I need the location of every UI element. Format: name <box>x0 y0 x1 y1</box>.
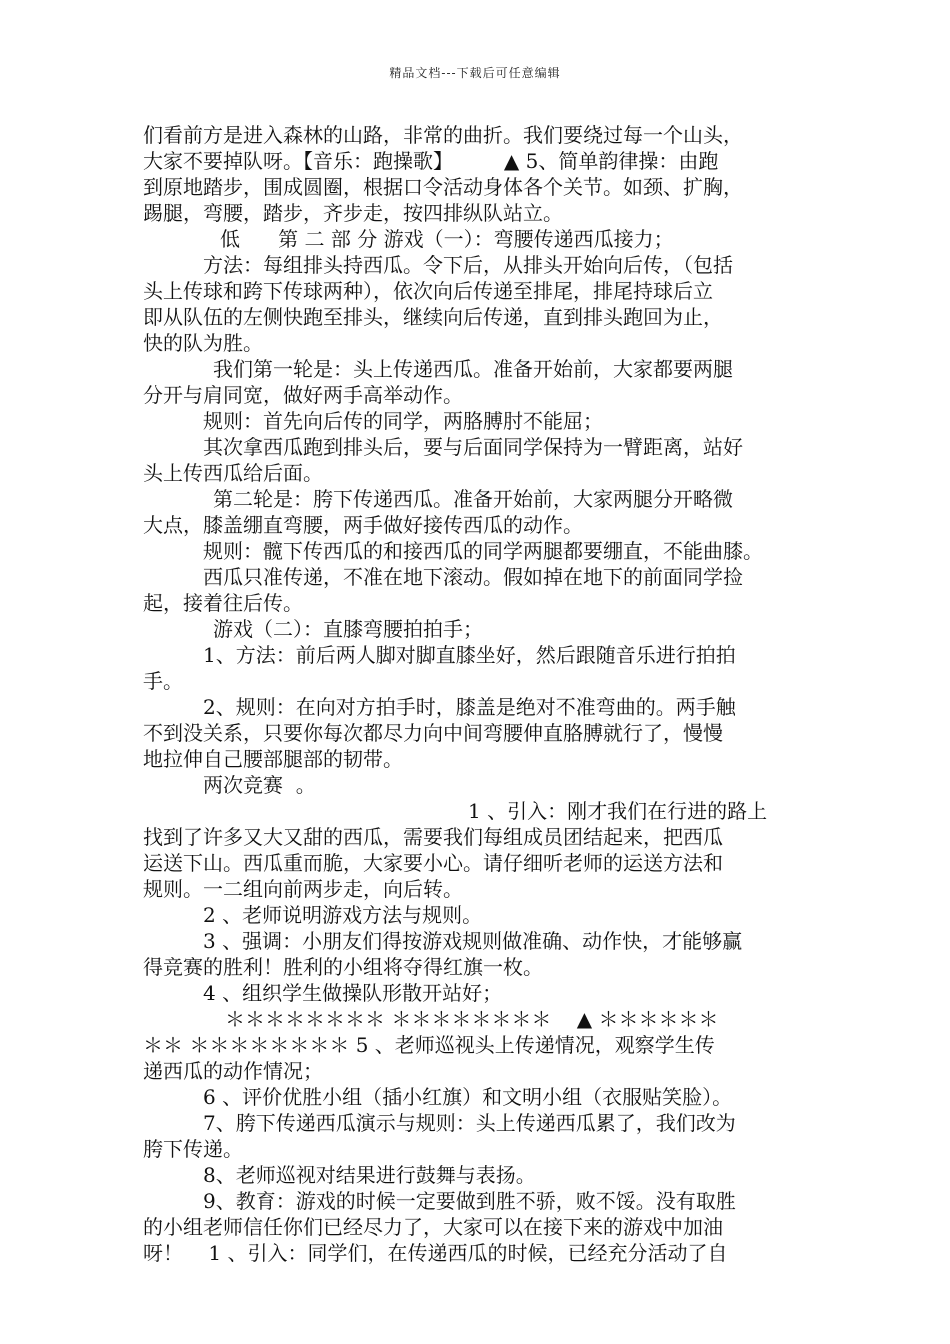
text-line: 呀！ 1 、引入：同学们，在传递西瓜的时候，已经充分活动了自 <box>143 1241 728 1265</box>
text-line: 其次拿西瓜跑到排头后，要与后面同学保持为一臂距离，站好 <box>203 435 743 459</box>
text-line: 1 、引入：刚才我们在行进的路上 <box>468 799 768 823</box>
text-line: 地拉伸自己腰部腿部的韧带。 <box>143 747 403 771</box>
text-line: 规则。一二组向前两步走，向后转。 <box>143 877 463 901</box>
text-line: 不到没关系，只要你每次都尽力向中间弯腰伸直胳膊就行了，慢慢 <box>143 721 723 745</box>
text-line: 1、方法：前后两人脚对脚直膝坐好，然后跟随音乐进行拍拍 <box>203 643 736 667</box>
text-line: 2、规则：在向对方拍手时，膝盖是绝对不准弯曲的。两手触 <box>203 695 736 719</box>
text-line: ＊＊＊＊＊＊＊＊ ＊＊＊＊＊＊＊＊ ▲ ＊＊＊＊＊＊ <box>225 1007 719 1031</box>
text-line: 西瓜只准传递，不准在地下滚动。假如掉在地下的前面同学捡 <box>203 565 743 589</box>
text-line: 我们第一轮是：头上传递西瓜。准备开始前，大家都要两腿 <box>213 357 733 381</box>
text-line: 到原地踏步，围成圆圈，根据口令活动身体各个关节。如颈、扩胸， <box>143 175 743 199</box>
text-line: 7、胯下传递西瓜演示与规则：头上传递西瓜累了，我们改为 <box>203 1111 736 1135</box>
text-line: 即从队伍的左侧快跑至排头，继续向后传递，直到排头跑回为止， <box>143 305 723 329</box>
text-line: 游戏（二）：直膝弯腰拍拍手； <box>213 617 483 641</box>
text-line: 8、老师巡视对结果进行鼓舞与表扬。 <box>203 1163 536 1187</box>
text-line: 低 第 二 部 分 游戏（一）：弯腰传递西瓜接力； <box>220 227 674 251</box>
text-line: 手。 <box>143 669 183 693</box>
text-line: 规则：髋下传西瓜的和接西瓜的同学两腿都要绷直，不能曲膝。 <box>203 539 763 563</box>
text-line: 踢腿，弯腰，踏步，齐步走，按四排纵队站立。 <box>143 201 563 225</box>
text-line: 4 、组织学生做操队形散开站好； <box>203 981 503 1005</box>
text-line: 得竞赛的胜利！胜利的小组将夺得红旗一枚。 <box>143 955 543 979</box>
text-line: 分开与肩同宽，做好两手高举动作。 <box>143 383 463 407</box>
text-line: 6 、评价优胜小组（插小红旗）和文明小组（衣服贴笑脸）。 <box>203 1085 733 1109</box>
text-line: 规则：首先向后传的同学，两胳膊肘不能屈； <box>203 409 603 433</box>
text-line: 递西瓜的动作情况； <box>143 1059 323 1083</box>
page-header: 精品文档---下载后可任意编辑 <box>389 66 561 80</box>
text-line: ＊＊ ＊＊＊＊＊＊＊＊ 5 、老师巡视头上传递情况，观察学生传 <box>143 1033 715 1057</box>
text-line: 快的队为胜。 <box>143 331 263 355</box>
text-line: 找到了许多又大又甜的西瓜，需要我们每组成员团结起来，把西瓜 <box>143 825 723 849</box>
text-line: 大家不要掉队呀。【音乐：跑操歌】 ▲ 5、简单韵律操：由跑 <box>143 149 719 173</box>
text-line: 9、教育：游戏的时候一定要做到胜不骄，败不馁。没有取胜 <box>203 1189 736 1213</box>
text-line: 第二轮是：胯下传递西瓜。准备开始前，大家两腿分开略微 <box>213 487 733 511</box>
text-line: 2 、老师说明游戏方法与规则。 <box>203 903 483 927</box>
text-line: 大点，膝盖绷直弯腰，两手做好接传西瓜的动作。 <box>143 513 583 537</box>
text-line: 3 、强调：小朋友们得按游戏规则做准确、动作快，才能够赢 <box>203 929 743 953</box>
text-line: 头上传西瓜给后面。 <box>143 461 323 485</box>
text-line: 方法：每组排头持西瓜。令下后，从排头开始向后传，（包括 <box>203 253 733 277</box>
text-line: 两次竞赛 。 <box>203 773 316 797</box>
text-line: 胯下传递。 <box>143 1137 243 1161</box>
text-line: 们看前方是进入森林的山路，非常的曲折。我们要绕过每一个山头， <box>143 123 743 147</box>
text-line: 运送下山。西瓜重而脆，大家要小心。请仔细听老师的运送方法和 <box>143 851 723 875</box>
text-line: 起，接着往后传。 <box>143 591 303 615</box>
text-line: 的小组老师信任你们已经尽力了，大家可以在接下来的游戏中加油 <box>143 1215 723 1239</box>
text-line: 头上传球和跨下传球两种），依次向后传递至排尾，排尾持球后立 <box>143 279 713 303</box>
